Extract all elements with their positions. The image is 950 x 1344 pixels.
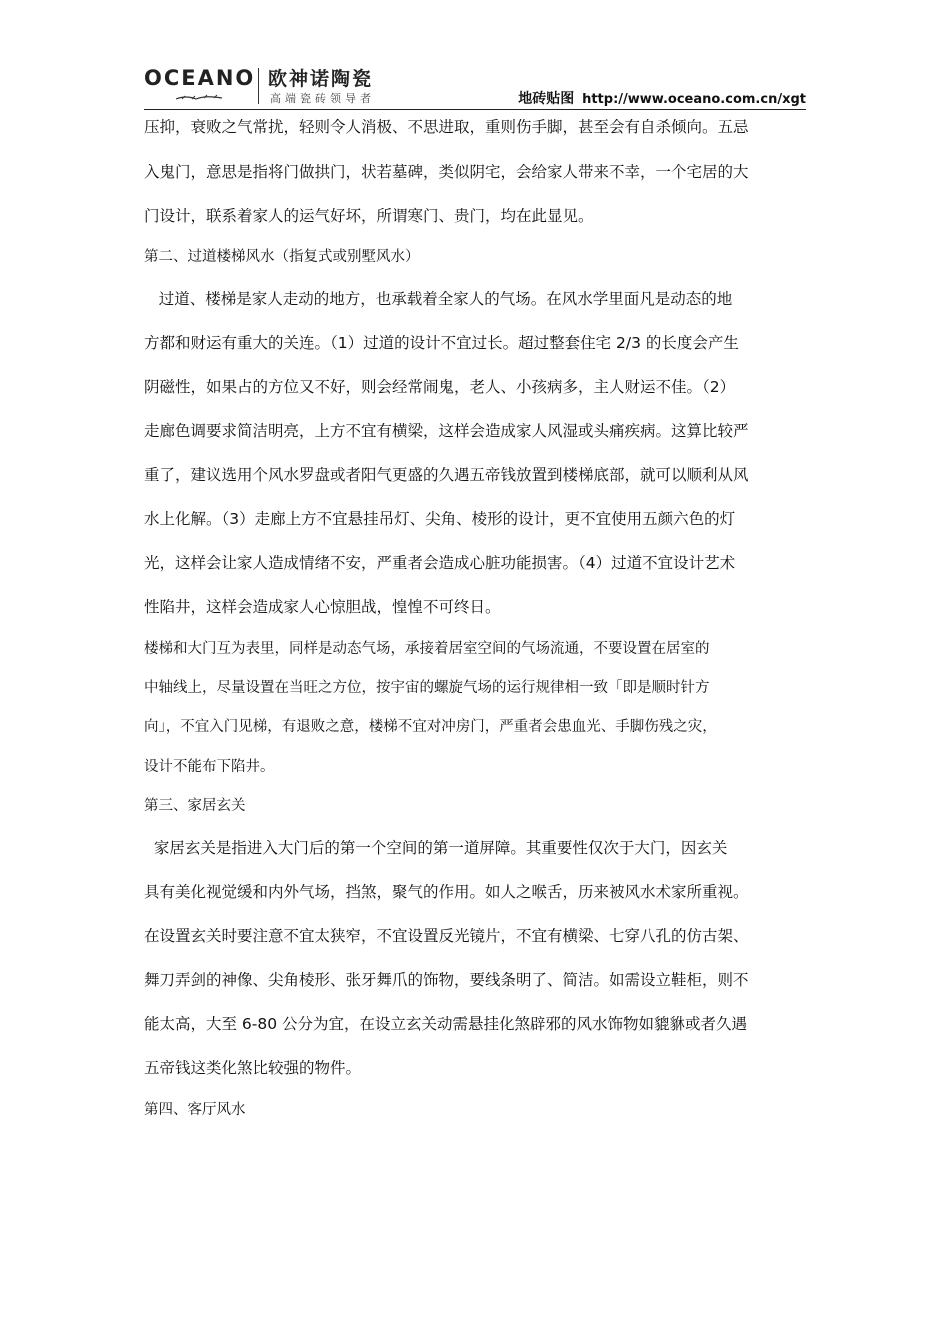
page-header [144,62,806,110]
brand-slogan: 高端瓷砖领导者 [270,92,375,105]
text-line: 性陷井，这样会造成家人心惊胆战，惶惶不可终日。 [144,598,501,616]
brand-name: 欧神诺陶瓷 [268,68,374,90]
logo-birds-icon [174,93,224,103]
text-line: 在设置玄关时要注意不宜太狭窄，不宜设置反光镜片，不宜有横梁、七穿八孔的仿古架、 [144,927,749,945]
text-line: 光，这样会让家人造成情绪不安，严重者会造成心脏功能损害。（4）过道不宜设计艺术 [144,554,736,572]
text-line: 方都和财运有重大的关连。（1）过道的设计不宜过长。超过整套住宅 2/3 的长度会产生 [144,334,739,352]
text-line: 向」，不宜入门见梯，有退败之意，楼梯不宜对冲房门，严重者会患血光、手脚伤残之灾， [144,719,717,735]
text-line: 家居玄关是指进入大门后的第一个空间的第一道屏障。其重要性仅次于大门，因玄关 [144,839,728,857]
text-line: 入鬼门，意思是指将门做拱门，状若墓碑，类似阴宅，会给家人带来不幸，一个宅居的大 [144,163,749,181]
text-line: 走廊色调要求简洁明亮，上方不宜有横梁，这样会造成家人风湿或头痛疾病。这算比较严 [144,422,749,440]
section-heading: 第三、家居玄关 [144,798,246,814]
text-line: 水上化解。（3）走廊上方不宜悬挂吊灯、尖角、棱形的设计，更不宜使用五颜六色的灯 [144,510,736,528]
text-line: 门设计，联系着家人的运气好坏，所谓寒门、贵门，均在此显见。 [144,207,594,225]
text-line: 楼梯和大门互为表里，同样是动态气场，承接着居室空间的气场流通，不要设置在居室的 [144,641,710,657]
text-line: 能太高，大至 6-80 公分为宜，在设立玄关动需悬挂化煞辟邪的风水饰物如貔貅或者久遇 [144,1015,748,1033]
text-line: 压抑，衰败之气常扰，轻则令人消极、不思进取，重则伤手脚，甚至会有自杀倾向。五忌 [144,118,749,136]
text-line: 舞刀弄剑的神像、尖角棱形、张牙舞爪的饰物，要线条明了、简洁。如需设立鞋柜，则不 [144,971,749,989]
site-url-link[interactable]: http://www.oceano.com.cn/xgt [582,92,806,107]
logo-divider [258,68,259,104]
header-divider [144,109,806,110]
oceano-logo: OCEANO [144,66,256,90]
text-line: 设计不能布下陷井。 [144,759,275,775]
text-line: 五帝钱这类化煞比较强的物件。 [144,1059,362,1077]
text-line: 具有美化视觉缓和内外气场，挡煞，聚气的作用。如人之喉舌，历来被风水术家所重视。 [144,883,749,901]
site-reference [518,88,806,108]
text-line: 中轴线上，尽量设置在当旺之方位，按宇宙的螺旋气场的运行规律相一致「即是顺时针方 [144,680,710,696]
text-line: 阴磁性，如果占的方位又不好，则会经常闹鬼，老人、小孩病多，主人财运不佳。（2） [144,378,736,396]
text-line: 过道、楼梯是家人走动的地方，也承载着全家人的气场。在风水学里面凡是动态的地 [144,290,733,308]
section-heading: 第二、过道楼梯风水（指复式或别墅风水） [144,249,420,265]
section-heading: 第四、客厅风水 [144,1102,246,1118]
text-line: 重了，建议选用个风水罗盘或者阳气更盛的久遇五帝钱放置到楼梯底部，就可以顺利从风 [144,466,749,484]
site-label: 地砖贴图 [518,91,575,107]
